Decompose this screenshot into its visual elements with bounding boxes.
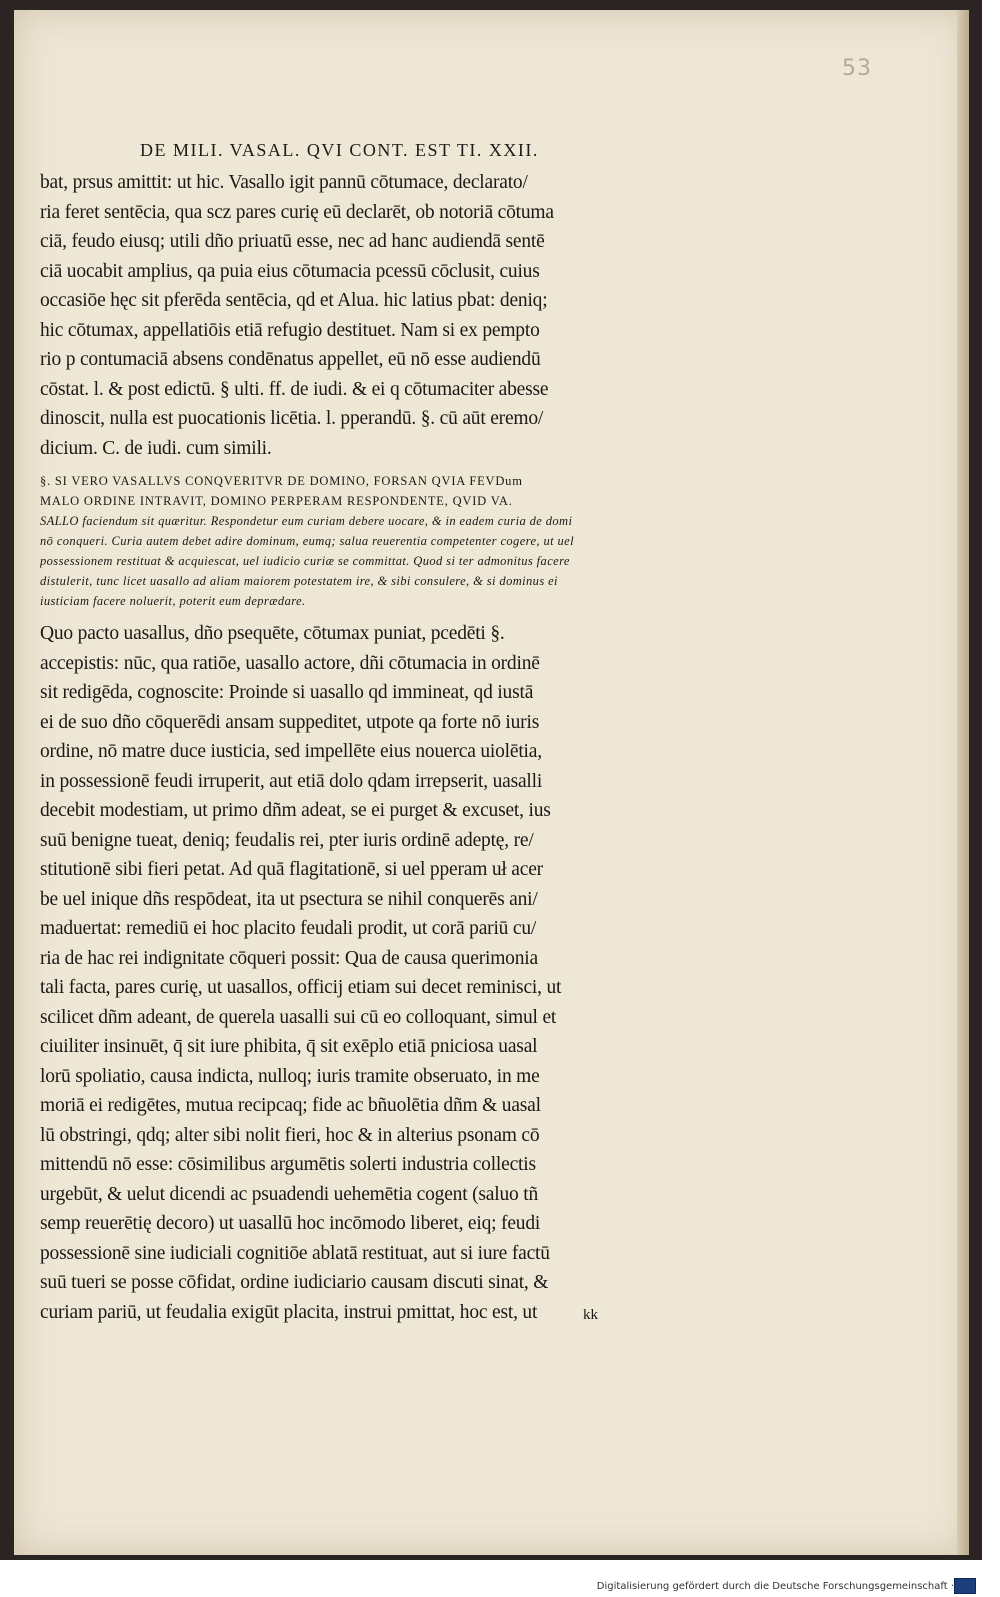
paragraph1-line: ciā uocabit amplius, qa puia eius cōtumacia pcessū cōclusit, cuius: [40, 260, 540, 282]
paragraph2-line: ordine, nō matre duce iusticia, sed impellēte eius nouerca uiolētia,: [40, 741, 542, 762]
footer-credit: Digitalisierung gefördert durch die Deutsche Forschungsgemeinschaft ·: [596, 1581, 954, 1592]
paragraph2-line: be uel inique dñs respōdeat, ita ut psectura se nihil conquerēs ani/: [40, 888, 538, 910]
running-head: DE MILI. VASAL. QVI CONT. EST TI. XXII.: [140, 140, 539, 160]
paragraph2-line: sit redigēda, cognoscite: Proinde si uasallo qd immineat, qd iustā: [40, 682, 534, 703]
text-block: [40, 168, 715, 1327]
paragraph2-line: ei de suo dño cōquerēdi ansam suppeditet, utpote qa forte nō iuris: [40, 711, 540, 733]
paragraph2-line: suū tueri se posse cōfidat, ordine iudiciario causam discuti sinat, &: [40, 1272, 549, 1293]
paragraph2-line: Quo pacto uasallus, dño psequēte, cōtumax puniat, pcedēti §.: [40, 623, 505, 644]
paragraph1-line: dinoscit, nulla est puocationis licētia. l. pperandū. §. cū aūt eremo/: [40, 408, 544, 429]
paragraph2-line: semp reuerētię decoro) ut uasallū hoc incōmodo liberet, eiq; feudi: [40, 1213, 541, 1234]
paragraph2-line: tali facta, pares curię, ut uasallos, officij etiam sui decet reminisci, ut: [40, 977, 562, 998]
paragraph2-line: possessionē sine iudiciali cognitiōe ablatā restituat, aut si iure factū: [40, 1242, 550, 1264]
paragraph1-line: hic cōtumax, appellatiōis etiā refugio destituet. Nam si ex pempto: [40, 319, 540, 341]
folio-number: 53: [842, 56, 872, 81]
paragraph1-line: bat, prsus amittit: ut hic. Vasallo igit pannū cōtumace, declarato/: [40, 172, 528, 193]
paragraph2-line: mittendū nō esse: cōsimilibus argumētis solerti industria collectis: [40, 1154, 536, 1175]
paragraph2-line: lorū spoliatio, causa indicta, nulloq; iuris tramite obseruato, in me: [40, 1065, 540, 1087]
rubric-line: MALO ORDINE INTRAVIT, DOMINO PERPERAM RESPONDENTE, QVID VA.: [40, 494, 513, 508]
dfg-logo-icon: [954, 1578, 976, 1594]
paragraph1-line: ciā, feudo eiusq; utili dño priuatū esse, nec ad hanc audiendā sentē: [40, 231, 545, 252]
paragraph2-line: ria de hac rei indignitate cōqueri possit: Qua de causa querimonia: [40, 947, 538, 969]
rubric-line: SALLO faciendum sit quæritur. Respondetur eum curiam debere uocare, & in eadem curia de domi: [40, 514, 573, 528]
rubric-line: nō conqueri. Curia autem debet adire dominum, eumq; salua reuerentia competenter cogere, ut uel: [40, 534, 574, 548]
paragraph2-line: maduertat: remediū ei hoc placito feudali prodit, ut corā pariū cu/: [40, 918, 537, 939]
rubric-line: iusticiam facere noluerit, poterit eum deprædare.: [40, 594, 306, 608]
paragraph1-line: cōstat. l. & post edictū. § ulti. ff. de iudi. & ei q cōtumaciter abesse: [40, 378, 549, 400]
paragraph1-line: dicium. C. de iudi. cum simili.: [40, 437, 272, 459]
paragraph2-line: curiam pariū, ut feudalia exigūt placita, instrui pmittat, hoc est, ut: [40, 1301, 538, 1323]
rubric-line: possessionem restituat & acquiescat, uel iudicio curiæ se committat. Quod si ter admonitus facere: [40, 554, 570, 568]
paragraph2-line: suū benigne tueat, deniq; feudalis rei, pter iuris ordinē adeptę, re/: [40, 829, 534, 851]
paragraph2-line: in possessionē feudi irruperit, aut etiā dolo qdam irrepserit, uasalli: [40, 770, 543, 792]
rubric-line: §. SI VERO VASALLVS CONQVERITVR DE DOMINO, FORSAN QVIA FEVDum: [40, 474, 523, 488]
paragraph2-line: urgebūt, & uelut dicendi ac psuadendi uehemētia cogent (saluo tñ: [40, 1183, 539, 1205]
paragraph2-line: stitutionē sibi fieri petat. Ad quā flagitationē, si uel pperam uł acer: [40, 859, 543, 880]
paragraph2-line: decebit modestiam, ut primo dñm adeat, se ei purget & excuset, ius: [40, 800, 551, 821]
paragraph2-line: scilicet dñm adeant, de querela uasalli sui cū eo colloquant, simul et: [40, 1006, 557, 1028]
paragraph2-line: moriā ei redigētes, mutua recipcaq; fide ac bñuolētia dñm & uasal: [40, 1095, 541, 1116]
paragraph1-line: rio p contumaciā absens condēnatus appellet, eū nō esse audiendū: [40, 349, 541, 370]
rubric-line: distulerit, tunc licet uasallo ad aliam maiorem potestatem ire, & sibi consulere, & si dominus ei: [40, 574, 558, 588]
paragraph1-line: occasiōe hęc sit pferēda sentēcia, qd et Alua. hic latius pbat: deniq;: [40, 290, 548, 311]
paragraph-2: [40, 619, 715, 1327]
paragraph2-line: accepistis: nūc, qua ratiōe, uasallo actore, dñi cōtumacia in ordinē: [40, 652, 540, 674]
paragraph-1: [40, 168, 715, 463]
rubric-summary: [40, 471, 715, 611]
paragraph2-line: ciuiliter insinuēt, q̄ sit iure phibita, q̄ sit exēplo etiā pniciosa uasal: [40, 1036, 538, 1057]
paragraph2-line: lū obstringi, qdq; alter sibi nolit fieri, hoc & in alterius psonam cō: [40, 1124, 540, 1146]
catchword: kk: [583, 1307, 598, 1323]
page-edge: [957, 10, 969, 1555]
paragraph1-line: ria feret sentēcia, qua scz pares curię eū declarēt, ob notoriā cōtuma: [40, 201, 554, 223]
